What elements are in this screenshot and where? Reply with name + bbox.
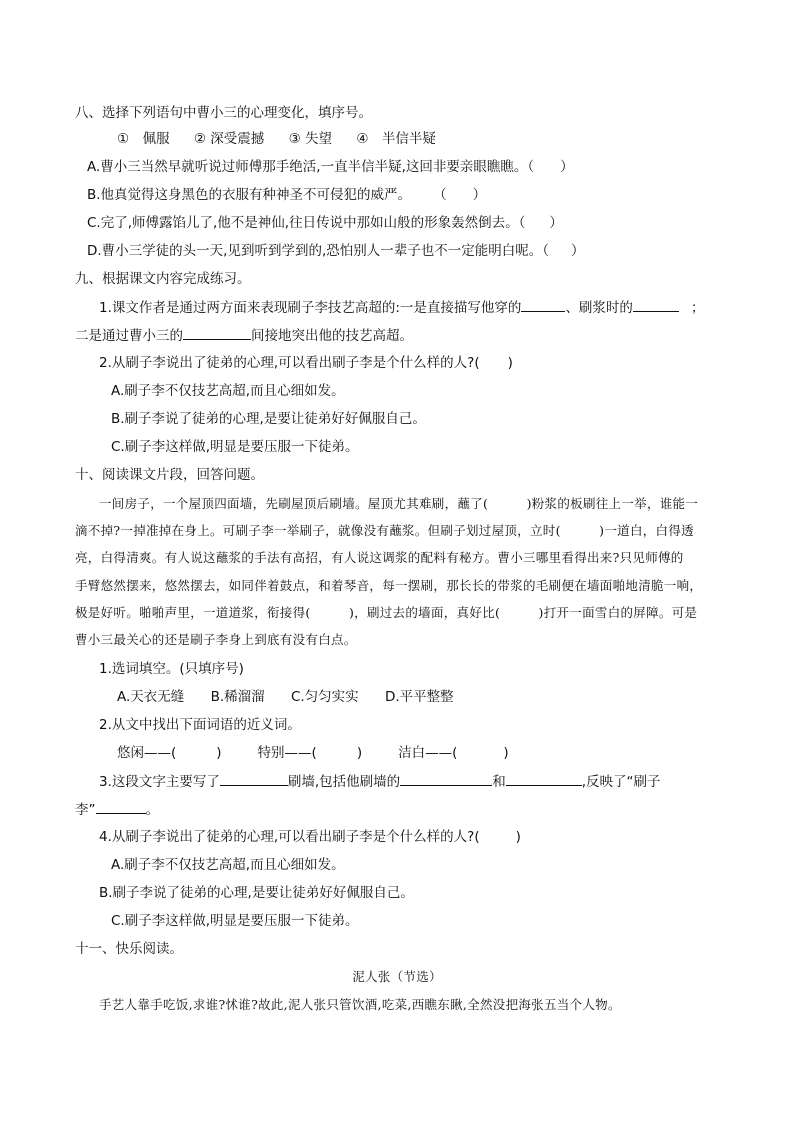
word-option-c: C.匀匀实实 [290,689,359,705]
section-10-q1-options [117,687,474,707]
section-9-q2-a: A.刷子李不仅技艺高超,而且心细如发。 [111,383,345,399]
blank-q3-1[interactable] [220,771,288,786]
q4-text: 4.从刷子李说出了徒弟的心理,可以看出刷子李是个什么样的人?( [99,829,480,845]
passage-line-2: 滴不掉?一掉准掉在身上。可刷子李一举刷子，就像没有蘸浆。但刷子划过屋顶，立时( )一道白，白得透 [75,523,694,538]
paren-open: （ [433,187,447,203]
item-c-text: C.完了,师傅露馅儿了,他不是神仙,往日传说中那如山般的形象轰然倒去。（ [87,215,526,231]
passage-line-5: 极是好听。啪啪声里，一道道浆，衔接得( )，刷过去的墙面，真好比( )打开一面雪白的屏障。可是 [75,605,698,620]
word-option-b: B.稀溜溜 [210,689,265,705]
blank-q3-4[interactable] [96,799,146,814]
section-10-q4-a: A.刷子李不仅技艺高超,而且心细如发。 [111,857,345,873]
q1-text-2: 、刷浆时的 [565,300,633,316]
passage-title: 泥人张（节选） [352,969,442,984]
q3-text-6: 。 [145,802,159,818]
section-10-q4 [99,827,521,847]
section-9-q2-b: B.刷子李说了徒弟的心理,是要让徒弟好好佩服自己。 [111,411,426,427]
section-8-item-b [87,185,486,205]
synonym-prompt-1: 悠闲——( [117,745,177,761]
q3-text-2: 刷墙,包括他刷墙的 [287,774,401,790]
section-9-q2 [99,353,513,373]
q1-text-5: 间接地突出他的技艺高超。 [251,328,413,344]
passage-line-3: 亮，白得清爽。有人说这蘸浆的手法有高招，有人说这调浆的配料有秘方。曹小三哪里看得出来?只见师傅的 [75,550,684,565]
section-9-heading: 九、根据课文内容完成练习。 [75,271,251,287]
paren-close: ) [515,829,521,845]
q3-text-1: 3.这段文字主要写了 [99,774,220,790]
section-9-q1-line2 [75,325,413,346]
blank-caoxiaosan[interactable] [183,325,251,340]
section-9-q1-line1 [99,297,704,318]
q3-text-3: 和 [492,774,506,790]
q1-text-3: ； [690,300,705,316]
option-4: ④ 半信半疑 [356,131,436,147]
paren-close: ) [503,745,509,761]
option-2: ② 深受震撼 [193,131,265,147]
item-b-text: B.他真觉得这身黑色的衣服有种神圣不可侵犯的威严。 [87,187,412,203]
section-8-item-d [87,241,585,261]
passage-line-4: 手臂悠然摆来，悠然摆去，如同伴着鼓点，和着琴音，每一摆刷，那长长的带浆的毛刷便在墙面啪地清脆一响， [75,578,703,593]
synonym-prompt-2: 特别——( [257,745,317,761]
passage-11-line-1: 手艺人靠手吃饭,求谁?怵谁?故此,泥人张只管饮酒,吃菜,西瞧东瞅,全然没把海张五当个人物。 [99,997,621,1012]
paren-close: ） [472,187,487,203]
item-a-text: A.曹小三当然早就听说过师傅那手绝活,一直半信半疑,这回非要亲眼瞧瞧。（ [87,159,535,175]
blank-q3-2[interactable] [400,771,492,786]
paren-close: ） [571,243,585,259]
section-10-q4-c: C.刷子李这样做,明显是要压服一下徒弟。 [111,913,359,929]
section-11-heading: 十一、快乐阅读。 [75,941,183,957]
word-option-d: D.平平整整 [384,689,454,705]
item-d-text: D.曹小三学徒的头一天,见到听到学到的,恐怕别人一辈子也不一定能明白呢。（ [87,243,550,259]
option-3: ③ 失望 [288,131,333,147]
q3-text-4: ,反映了“刷子 [581,774,661,790]
option-1: ① 佩服 [117,131,170,147]
section-8-item-a [87,157,574,177]
word-option-a: A.天衣无缝 [117,689,185,705]
section-10-q2-words [117,743,509,763]
paren-close: ） [549,215,563,231]
section-10-q4-b: B.刷子李说了徒弟的心理,是要让徒弟好好佩服自己。 [99,885,414,901]
q1-text-4: 二是通过曹小三的 [75,328,183,344]
blank-brushing[interactable] [633,297,679,312]
paren-close: ) [356,745,363,761]
q3-text-5: 李” [75,802,96,818]
blank-q3-3[interactable] [506,771,582,786]
passage-line-1: 一间房子，一个屋顶四面墙，先刷屋顶后刷墙。屋顶尤其难刷，蘸了( )粉浆的板刷往上一举，谁能一 [99,496,699,511]
passage-line-6: 曹小三最关心的还是刷子李身上到底有没有白点。 [75,632,357,647]
section-8-options [117,129,456,149]
q1-text-1: 1.课文作者是通过两方面来表现刷子李技艺高超的:一是直接描写他穿的 [99,300,522,316]
blank-clothes[interactable] [521,297,565,312]
q2-text: 2.从刷子李说出了徒弟的心理,可以看出刷子李是个什么样的人?( [99,355,480,371]
paren-close: ） [560,159,574,175]
section-10-q3-line1 [99,771,660,792]
section-10-heading: 十、阅读课文片段，回答问题。 [75,467,264,483]
paren-close: ) [507,355,513,371]
section-10-q2: 2.从文中找出下面词语的近义词。 [99,717,301,733]
section-8-item-c [87,213,563,233]
synonym-prompt-3: 洁白——( [398,745,458,761]
section-9-q2-c: C.刷子李这样做,明显是要压服一下徒弟。 [111,439,359,455]
section-10-q1: 1.选词填空。(只填序号) [99,661,244,677]
paren-close: ) [216,745,222,761]
section-10-q3-line2 [75,799,159,820]
section-8-heading: 八、选择下列语句中曹小三的心理变化，填序号。 [75,105,372,121]
